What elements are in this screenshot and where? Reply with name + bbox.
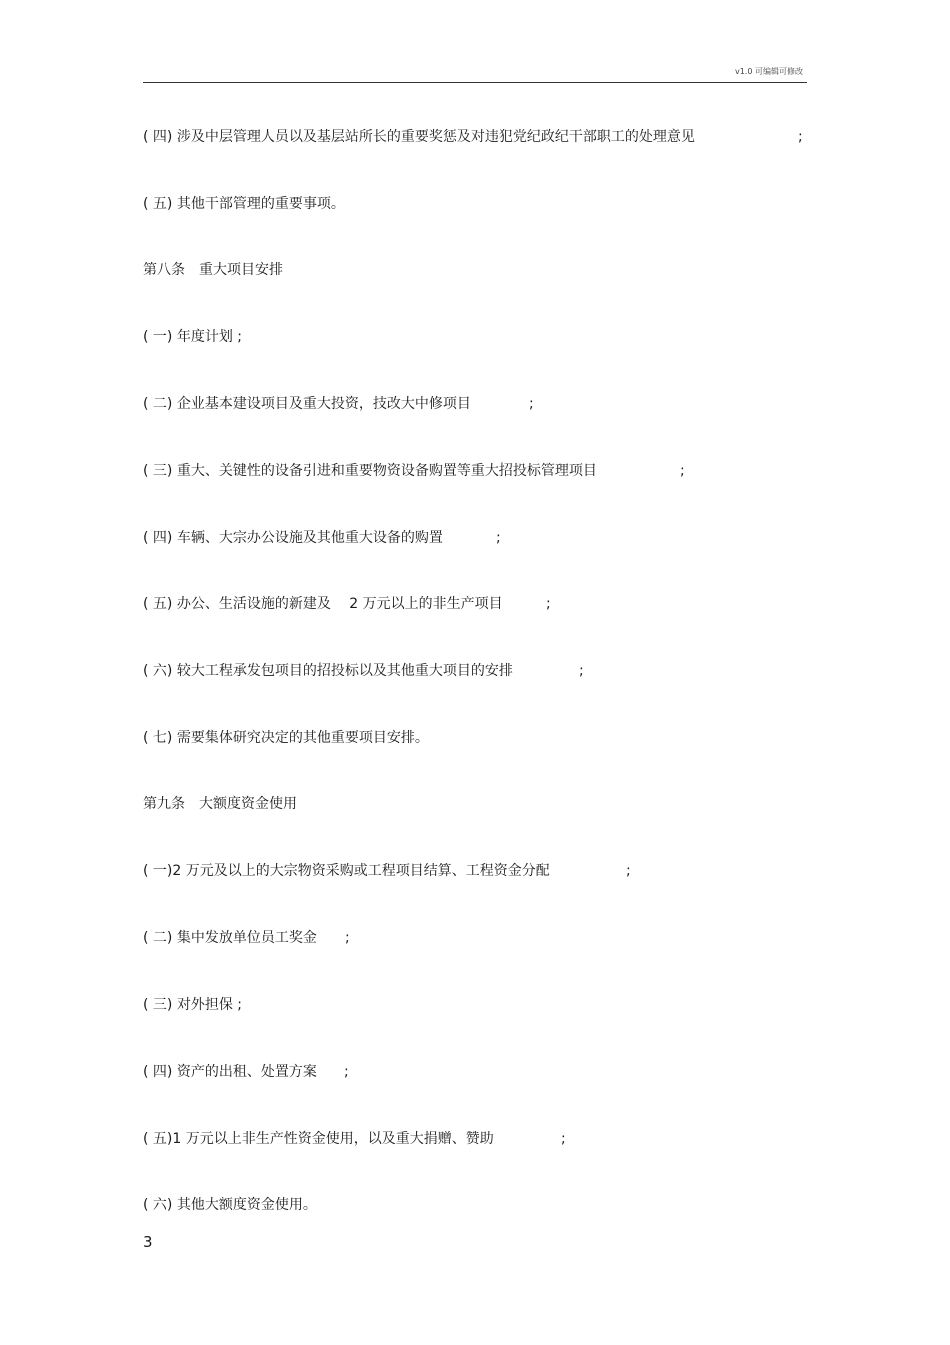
clause-line: ( 四) 涉及中层管理人员以及基层站所长的重要奖惩及对违犯党纪政纪干部职工的处理意见 <box>143 129 695 145</box>
clause-line: ( 二) 集中发放单位员工奖金 <box>143 930 317 946</box>
clause-line: ( 一)2 万元及以上的大宗物资采购或工程项目结算、工程资金分配 <box>143 863 550 879</box>
clause-line: ( 七) 需要集体研究决定的其他重要项目安排。 <box>143 730 429 746</box>
line-semicolon: ; <box>561 1131 566 1147</box>
clause-line: ( 三) 重大、关键性的设备引进和重要物资设备购置等重大招投标管理项目 <box>143 463 597 479</box>
line-semicolon: ; <box>546 596 551 612</box>
line-semicolon: ; <box>798 129 803 145</box>
line-semicolon: ; <box>344 1064 349 1080</box>
clause-line: ( 五)1 万元以上非生产性资金使用，以及重大捐赠、赞助 <box>143 1131 494 1147</box>
version-note: v1.0 可编辑可修改 <box>735 67 803 76</box>
clause-line: ( 三) 对外担保 ; <box>143 997 242 1013</box>
line-semicolon: ; <box>579 663 584 679</box>
clause-line: ( 二) 企业基本建设项目及重大投资，技改大中修项目 <box>143 396 471 412</box>
article-heading: 第八条 重大项目安排 <box>143 262 283 278</box>
clause-line: ( 四) 车辆、大宗办公设施及其他重大设备的购置 <box>143 530 443 546</box>
article-heading: 第九条 大额度资金使用 <box>143 796 297 812</box>
clause-line: ( 六) 较大工程承发包项目的招投标以及其他重大项目的安排 <box>143 663 513 679</box>
line-semicolon: ; <box>345 930 350 946</box>
clause-line: ( 五) 其他干部管理的重要事项。 <box>143 196 345 212</box>
clause-line: ( 六) 其他大额度资金使用。 <box>143 1197 317 1213</box>
line-semicolon: ; <box>529 396 534 412</box>
line-semicolon: ; <box>496 530 501 546</box>
clause-line: ( 五) 办公、生活设施的新建及 2 万元以上的非生产项目 <box>143 596 503 612</box>
page-header <box>143 62 807 83</box>
clause-line: ( 四) 资产的出租、处置方案 <box>143 1064 317 1080</box>
line-semicolon: ; <box>680 463 685 479</box>
line-semicolon: ; <box>626 863 631 879</box>
clause-line: ( 一) 年度计划 ; <box>143 329 242 345</box>
page-number: 3 <box>143 1233 153 1251</box>
